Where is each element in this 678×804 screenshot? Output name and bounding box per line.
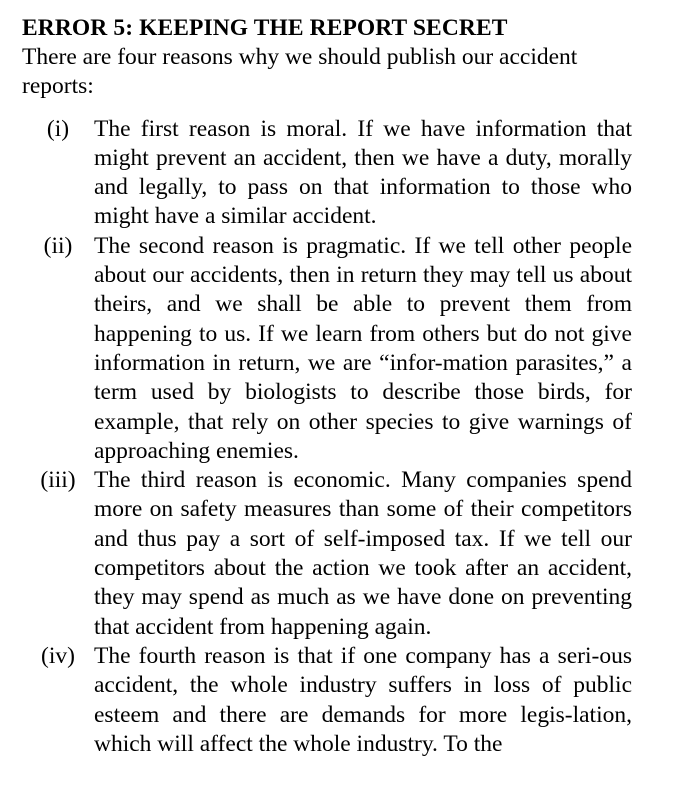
reason-item-4 (22, 642, 632, 759)
reason-text: The fourth reason is that if one company has a seri-ous accident, the whole industry suffers in loss of public esteem and there are demands for more legis-lation, which will affect the whole industry. To the (94, 642, 632, 757)
reason-text: The second reason is pragmatic. If we tell other people about our accidents, then in return they may tell us about theirs, and we shall be able to prevent them from happening to us. If we learn from others but do not give information in return, we are “infor-mation parasites,” a term used by biologists to describe those birds, for example, that rely on other species to give warnings of approaching enemies. (94, 232, 632, 464)
reason-number: (iii) (40, 467, 76, 494)
section-heading: ERROR 5: KEEPING THE REPORT SECRET (22, 15, 508, 41)
reason-item-3 (22, 466, 632, 642)
reasons-list (22, 115, 632, 760)
intro-paragraph: There are four reasons why we should publish our accident reports: (22, 44, 578, 100)
reason-item-1 (22, 115, 632, 232)
reason-number: (ii) (43, 232, 73, 259)
reason-number: (i) (46, 115, 70, 142)
reason-text: The first reason is moral. If we have information that might prevent an accident, then we have a duty, morally and legally, to pass on that information to those who might have a similar accident. (94, 115, 632, 230)
reason-number: (iv) (41, 642, 75, 669)
reason-text: The third reason is economic. Many companies spend more on safety measures than some of their competitors and thus pay a sort of self-imposed tax. If we tell our competitors about the action we took after an accident, they may spend as much as we have done on preventing that accident from happening again. (94, 467, 632, 640)
reason-item-2 (22, 232, 632, 466)
document-page (22, 14, 632, 759)
